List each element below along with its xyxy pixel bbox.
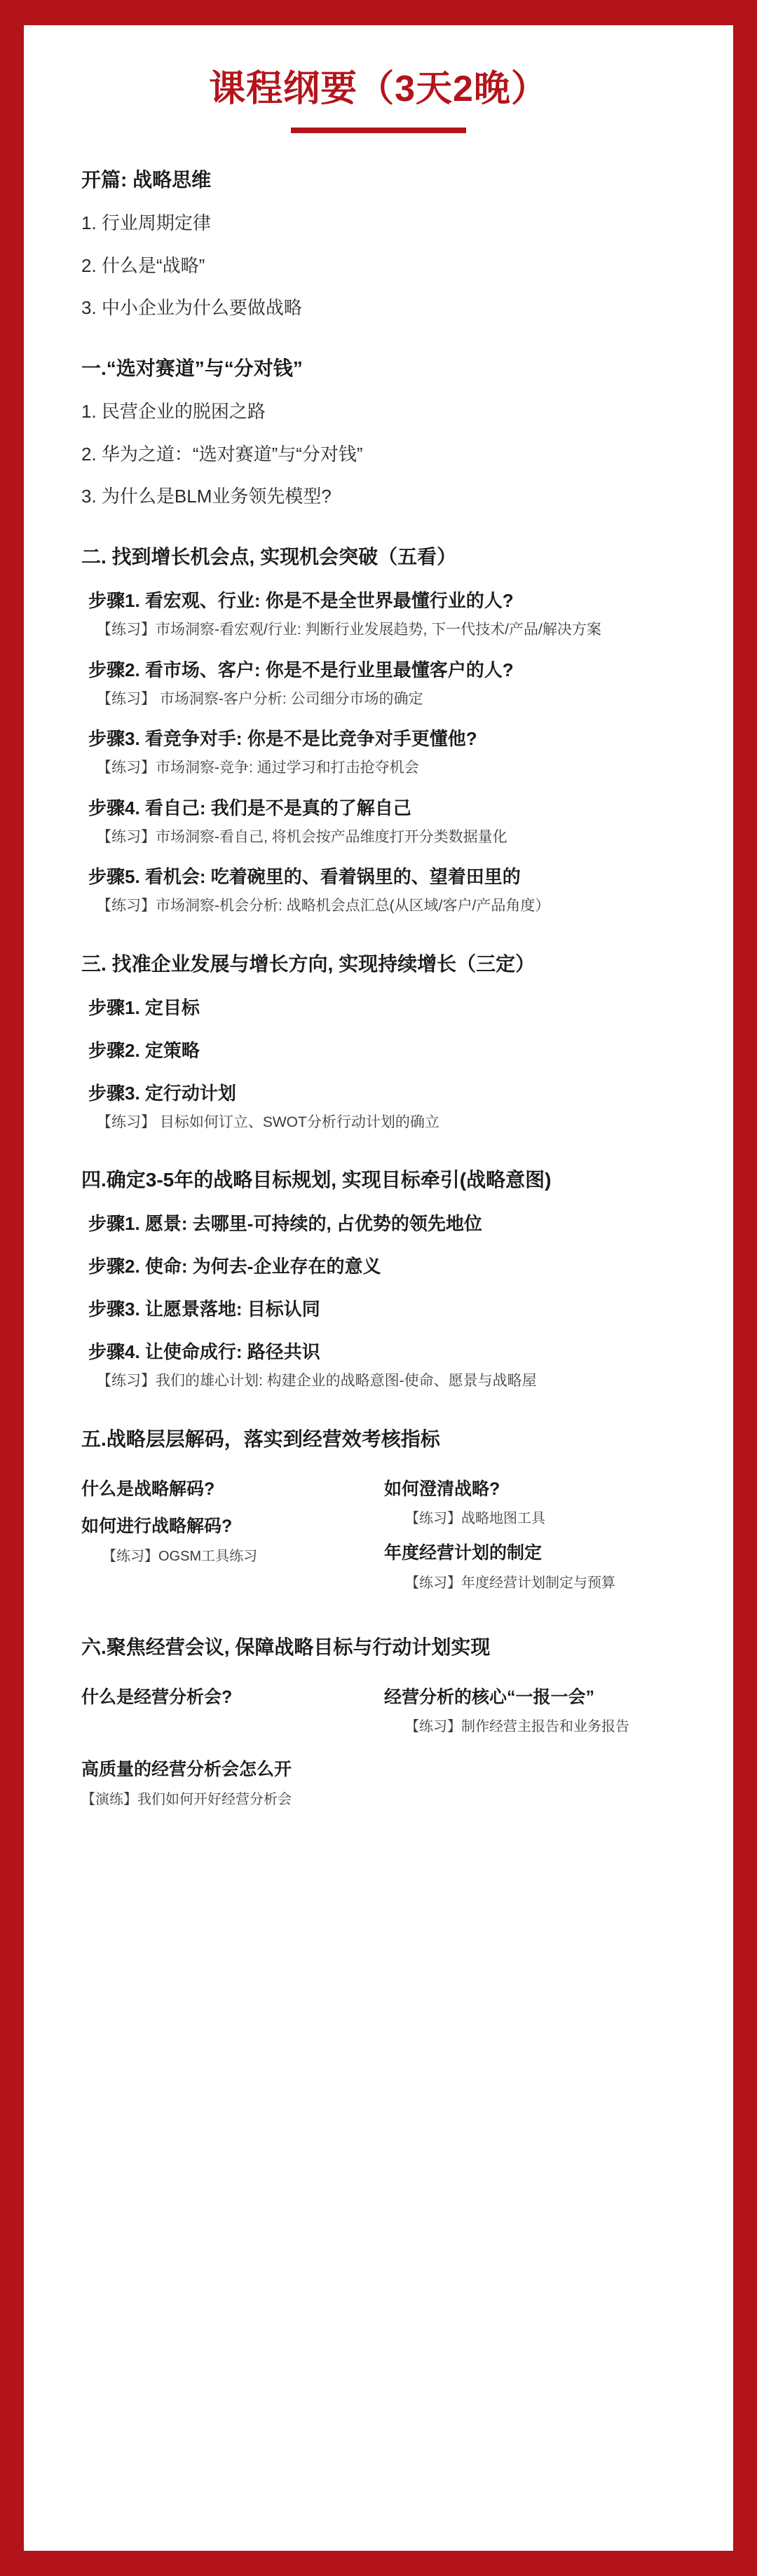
step-label: 步骤5. 看机会: 吃着碗里的、看着锅里的、望着田里的	[88, 866, 521, 888]
practice-note: 【练习】我们的雄心计划: 构建企业的战略意图-使命、愿景与战略屋	[97, 1373, 537, 1390]
step-label: 步骤2. 使命: 为何去-企业存在的意义	[88, 1256, 381, 1277]
step-label: 步骤1. 愿景: 去哪里-可持续的, 占优势的领先地位	[88, 1213, 482, 1235]
document-sheet	[24, 25, 733, 2551]
section-6-tail	[81, 1757, 676, 1810]
list-item: 1. 民营企业的脱困之路	[81, 401, 266, 423]
list-item: 1. 行业周期定律	[81, 212, 211, 234]
title-block	[63, 67, 694, 133]
page-title: 课程纲要（3天2晚）	[209, 69, 548, 109]
section-heading-1: 一.“选对赛道”与“分对钱”	[81, 357, 303, 380]
practice-note: 【练习】战略地图工具	[405, 1511, 545, 1527]
section-heading-6: 六.聚焦经营会议, 保障战略目标与行动计划实现	[81, 1636, 491, 1658]
list-item: 2. 什么是“战略”	[81, 254, 205, 276]
step-label: 步骤2. 看市场、客户: 你是不是行业里最懂客户的人?	[88, 659, 514, 680]
section-heading-5: 五.战略层层解码，落实到经营效考核指标	[81, 1427, 440, 1450]
topic-label: 年度经营计划的制定	[384, 1543, 543, 1563]
section-heading-opening: 开篇: 战略思维	[81, 169, 212, 191]
section-heading-2: 二. 找到增长机会点, 实现机会突破（五看）	[81, 546, 457, 568]
topic-label: 什么是经营分析会?	[81, 1687, 233, 1707]
section-6-left-column	[81, 1673, 373, 1745]
section-5-columns	[81, 1465, 676, 1601]
topic-label: 如何进行战略解码?	[81, 1516, 233, 1537]
step-label: 步骤3. 看竞争对手: 你是不是比竞争对手更懂他?	[88, 728, 477, 750]
section-5-right-column	[373, 1465, 676, 1601]
list-item: 3. 为什么是BLM业务领先模型?	[81, 485, 332, 507]
step-label: 步骤1. 看宏观、行业: 你是不是全世界最懂行业的人?	[88, 590, 514, 612]
step-label: 步骤1. 定目标	[88, 996, 200, 1018]
section-heading-4: 四.确定3-5年的战略目标规划, 实现目标牵引(战略意图)	[81, 1169, 552, 1191]
topic-label: 如何澄清战略?	[384, 1479, 500, 1499]
section-6-columns	[81, 1673, 676, 1745]
topic-label: 高质量的经营分析会怎么开	[81, 1760, 292, 1780]
topic-label: 什么是战略解码?	[81, 1479, 215, 1499]
practice-note: 【练习】市场洞察-竞争: 通过学习和打击抢夺机会	[97, 760, 419, 776]
practice-note: 【练习】OGSM工具练习	[102, 1548, 258, 1564]
title-underline	[291, 128, 466, 133]
list-item: 3. 中小企业为什么要做战略	[81, 296, 302, 318]
section-heading-3: 三. 找准企业发展与增长方向, 实现持续增长（三定）	[81, 952, 536, 975]
step-label: 步骤3. 定行动计划	[88, 1082, 236, 1104]
practice-note: 【练习】市场洞察-看自己, 将机会按产品维度打开分类数据量化	[97, 828, 507, 845]
practice-note: 【练习】年度经营计划制定与预算	[405, 1575, 615, 1591]
practice-note: 【练习】市场洞察-机会分析: 战略机会点汇总(从区域/客户/产品角度）	[97, 898, 550, 914]
step-label: 步骤2. 定策略	[88, 1039, 200, 1061]
section-6-right-column	[373, 1673, 676, 1745]
practice-note: 【练习】 目标如何订立、SWOT分析行动计划的确立	[97, 1114, 439, 1130]
topic-label: 经营分析的核心“一报一会”	[384, 1687, 595, 1707]
step-label: 步骤3. 让愿景落地: 目标认同	[88, 1299, 320, 1320]
practice-note: 【练习】市场洞察-看宏观/行业: 判断行业发展趋势, 下一代技术/产品/解决方案	[97, 622, 601, 638]
practice-note: 【练习】制作经营主报告和业务报告	[405, 1719, 629, 1735]
practice-note: 【演练】我们如何开好经营分析会	[81, 1791, 292, 1807]
section-5-left-column	[81, 1465, 373, 1601]
step-label: 步骤4. 让使命成行: 路径共识	[88, 1341, 320, 1363]
practice-note: 【练习】 市场洞察-客户分析: 公司细分市场的确定	[97, 690, 423, 707]
step-label: 步骤4. 看自己: 我们是不是真的了解自己	[88, 797, 411, 818]
document-content	[63, 165, 694, 1809]
list-item: 2. 华为之道：“选对赛道”与“分对钱”	[81, 443, 363, 465]
